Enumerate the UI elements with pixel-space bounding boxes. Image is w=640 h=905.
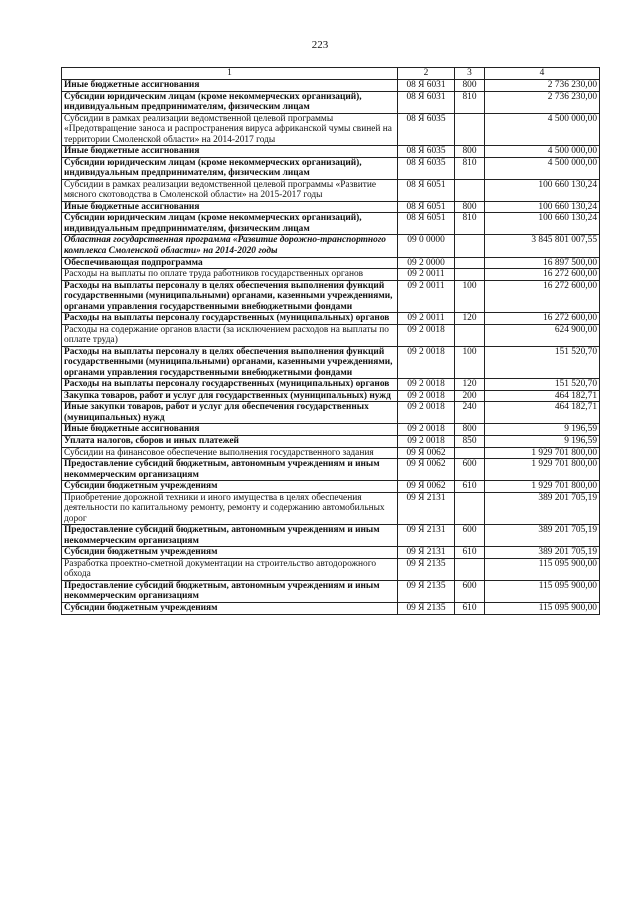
row-amount-cell: 115 095 900,00	[485, 602, 600, 614]
row-amount-cell: 464 182,71	[485, 390, 600, 402]
row-name-cell: Субсидии бюджетным учреждениям	[62, 481, 398, 493]
row-name-cell: Иные бюджетные ассигнования	[62, 80, 398, 92]
row-name-cell: Предоставление субсидий бюджетным, автономным учреждениям и иным некоммерческим организациям	[62, 459, 398, 481]
page-number: 223	[311, 39, 329, 51]
table-row	[62, 580, 600, 602]
row-type-cell	[455, 492, 485, 525]
table-row	[62, 402, 600, 424]
row-name-cell: Расходы на содержание органов власти (за исключением расходов на выплаты по оплате труда)	[62, 324, 398, 346]
header-col-1: 1	[62, 68, 398, 80]
row-code-cell: 08 Я 6051	[398, 213, 455, 235]
table-row	[62, 179, 600, 201]
row-type-cell	[455, 235, 485, 257]
row-amount-cell: 4 500 000,00	[485, 113, 600, 146]
row-amount-cell: 1 929 701 800,00	[485, 481, 600, 493]
row-type-cell: 100	[455, 346, 485, 379]
row-name-cell: Субсидии в рамках реализации ведомственной целевой программы «Развитие мясного скотоводства в Смоленской области» на 2015-2017 годы	[62, 179, 398, 201]
row-type-cell: 120	[455, 379, 485, 391]
row-amount-cell: 1 929 701 800,00	[485, 459, 600, 481]
row-amount-cell: 389 201 705,19	[485, 547, 600, 559]
row-type-cell: 850	[455, 436, 485, 448]
row-code-cell: 08 Я 6035	[398, 113, 455, 146]
row-name-cell: Субсидии на финансовое обеспечение выполнения государственного задания	[62, 447, 398, 459]
row-name-cell: Обеспечивающая подпрограмма	[62, 257, 398, 269]
row-amount-cell: 16 272 600,00	[485, 313, 600, 325]
table-row	[62, 436, 600, 448]
row-amount-cell: 100 660 130,24	[485, 201, 600, 213]
table-row	[62, 257, 600, 269]
row-code-cell: 08 Я 6035	[398, 157, 455, 179]
table-header-row	[62, 68, 600, 80]
row-name-cell: Расходы на выплаты персоналу в целях обеспечения выполнения функций государственными (муниципальными) органами, казенными учреждениями, органами управления государственными внебюджетными фондами	[62, 280, 398, 313]
row-amount-cell: 115 095 900,00	[485, 580, 600, 602]
row-code-cell: 08 Я 6051	[398, 179, 455, 201]
row-amount-cell: 4 500 000,00	[485, 157, 600, 179]
row-type-cell: 610	[455, 602, 485, 614]
row-type-cell: 810	[455, 91, 485, 113]
row-amount-cell: 100 660 130,24	[485, 213, 600, 235]
row-code-cell: 08 Я 6031	[398, 91, 455, 113]
row-amount-cell: 3 845 801 007,55	[485, 235, 600, 257]
row-amount-cell: 624 900,00	[485, 324, 600, 346]
table-row	[62, 313, 600, 325]
row-name-cell: Предоставление субсидий бюджетным, автономным учреждениям и иным некоммерческим организациям	[62, 525, 398, 547]
header-col-4: 4	[485, 68, 600, 80]
table-row	[62, 80, 600, 92]
row-name-cell: Иные бюджетные ассигнования	[62, 146, 398, 158]
row-code-cell: 09 2 0011	[398, 313, 455, 325]
table-row	[62, 346, 600, 379]
row-name-cell: Субсидии юридическим лицам (кроме некоммерческих организаций), индивидуальным предпринимателям, физическим лицам	[62, 213, 398, 235]
row-code-cell: 09 2 0018	[398, 379, 455, 391]
row-type-cell	[455, 257, 485, 269]
row-code-cell: 09 2 0018	[398, 390, 455, 402]
table-row	[62, 481, 600, 493]
row-amount-cell: 151 520,70	[485, 346, 600, 379]
row-amount-cell: 389 201 705,19	[485, 492, 600, 525]
row-type-cell: 100	[455, 280, 485, 313]
table-row	[62, 547, 600, 559]
row-name-cell: Иные бюджетные ассигнования	[62, 201, 398, 213]
row-code-cell: 09 2 0011	[398, 269, 455, 281]
row-name-cell: Расходы на выплаты персоналу государственных (муниципальных) органов	[62, 379, 398, 391]
table-row	[62, 424, 600, 436]
row-amount-cell: 2 736 230,00	[485, 91, 600, 113]
header-col-3: 3	[455, 68, 485, 80]
row-name-cell: Областная государственная программа «Развитие дорожно-транспортного комплекса Смоленской области» на 2014-2020 годы	[62, 235, 398, 257]
row-type-cell: 200	[455, 390, 485, 402]
table-row	[62, 459, 600, 481]
row-type-cell: 600	[455, 580, 485, 602]
row-type-cell	[455, 447, 485, 459]
table-row	[62, 201, 600, 213]
row-amount-cell: 9 196,59	[485, 424, 600, 436]
table-row	[62, 324, 600, 346]
table-body	[62, 80, 600, 615]
table-row	[62, 558, 600, 580]
row-type-cell: 240	[455, 402, 485, 424]
row-name-cell: Закупка товаров, работ и услуг для государственных (муниципальных) нужд	[62, 390, 398, 402]
row-name-cell: Субсидии в рамках реализации ведомственной целевой программы «Предотвращение заноса и распространения вируса африканской чумы свиней на территории Смоленской области» на 2014-2017 годы	[62, 113, 398, 146]
row-type-cell: 800	[455, 201, 485, 213]
row-amount-cell: 464 182,71	[485, 402, 600, 424]
row-code-cell: 08 Я 6035	[398, 146, 455, 158]
row-code-cell: 09 Я 2131	[398, 492, 455, 525]
row-type-cell	[455, 269, 485, 281]
row-code-cell: 09 2 0018	[398, 424, 455, 436]
row-amount-cell: 16 272 600,00	[485, 269, 600, 281]
row-type-cell: 120	[455, 313, 485, 325]
row-code-cell: 09 2 0011	[398, 280, 455, 313]
table-row	[62, 492, 600, 525]
row-amount-cell: 16 897 500,00	[485, 257, 600, 269]
row-type-cell	[455, 179, 485, 201]
row-amount-cell: 9 196,59	[485, 436, 600, 448]
row-name-cell: Иные бюджетные ассигнования	[62, 424, 398, 436]
row-type-cell: 610	[455, 481, 485, 493]
table-row	[62, 447, 600, 459]
table-row	[62, 91, 600, 113]
row-code-cell: 09 Я 2131	[398, 525, 455, 547]
row-code-cell: 08 Я 6031	[398, 80, 455, 92]
table-row	[62, 525, 600, 547]
table-row	[62, 390, 600, 402]
row-name-cell: Разработка проектно-сметной документации на строительство автодорожного обхода	[62, 558, 398, 580]
row-amount-cell: 151 520,70	[485, 379, 600, 391]
row-name-cell: Субсидии бюджетным учреждениям	[62, 547, 398, 559]
row-type-cell: 610	[455, 547, 485, 559]
row-code-cell: 09 2 0018	[398, 436, 455, 448]
row-name-cell: Субсидии бюджетным учреждениям	[62, 602, 398, 614]
row-code-cell: 09 2 0000	[398, 257, 455, 269]
row-type-cell: 800	[455, 424, 485, 436]
table-row	[62, 157, 600, 179]
table-row	[62, 113, 600, 146]
row-name-cell: Предоставление субсидий бюджетным, автономным учреждениям и иным некоммерческим организациям	[62, 580, 398, 602]
row-name-cell: Уплата налогов, сборов и иных платежей	[62, 436, 398, 448]
row-amount-cell: 4 500 000,00	[485, 146, 600, 158]
row-amount-cell: 1 929 701 800,00	[485, 447, 600, 459]
row-name-cell: Расходы на выплаты по оплате труда работников государственных органов	[62, 269, 398, 281]
row-code-cell: 09 0 0000	[398, 235, 455, 257]
row-name-cell: Иные закупки товаров, работ и услуг для обеспечения государственных (муниципальных) нужд	[62, 402, 398, 424]
row-code-cell: 09 Я 0062	[398, 447, 455, 459]
row-code-cell: 09 Я 2131	[398, 547, 455, 559]
row-type-cell: 600	[455, 525, 485, 547]
row-code-cell: 09 2 0018	[398, 324, 455, 346]
header-col-2: 2	[398, 68, 455, 80]
row-name-cell: Приобретение дорожной техники и иного имущества в целях обеспечения деятельности по капитальному ремонту, ремонту и содержанию автомобильных дорог	[62, 492, 398, 525]
row-name-cell: Расходы на выплаты персоналу государственных (муниципальных) органов	[62, 313, 398, 325]
row-code-cell: 09 2 0018	[398, 402, 455, 424]
row-code-cell: 08 Я 6051	[398, 201, 455, 213]
table-row	[62, 213, 600, 235]
row-code-cell: 09 2 0018	[398, 346, 455, 379]
table-row	[62, 379, 600, 391]
row-code-cell: 09 Я 0062	[398, 481, 455, 493]
row-type-cell: 800	[455, 80, 485, 92]
table-row	[62, 235, 600, 257]
row-name-cell: Расходы на выплаты персоналу в целях обеспечения выполнения функций государственными (муниципальными) органами, казенными учреждениями, органами управления государственными внебюджетными фондами	[62, 346, 398, 379]
row-type-cell	[455, 558, 485, 580]
row-amount-cell: 16 272 600,00	[485, 280, 600, 313]
row-type-cell: 800	[455, 146, 485, 158]
row-amount-cell: 389 201 705,19	[485, 525, 600, 547]
table-row	[62, 602, 600, 614]
row-code-cell: 09 Я 0062	[398, 459, 455, 481]
row-name-cell: Субсидии юридическим лицам (кроме некоммерческих организаций), индивидуальным предпринимателям, физическим лицам	[62, 157, 398, 179]
budget-table	[61, 67, 600, 615]
table-row	[62, 146, 600, 158]
row-name-cell: Субсидии юридическим лицам (кроме некоммерческих организаций), индивидуальным предпринимателям, физическим лицам	[62, 91, 398, 113]
row-type-cell: 810	[455, 157, 485, 179]
row-amount-cell: 2 736 230,00	[485, 80, 600, 92]
row-type-cell: 810	[455, 213, 485, 235]
row-amount-cell: 100 660 130,24	[485, 179, 600, 201]
table-row	[62, 269, 600, 281]
row-code-cell: 09 Я 2135	[398, 602, 455, 614]
row-type-cell: 600	[455, 459, 485, 481]
row-type-cell	[455, 113, 485, 146]
row-type-cell	[455, 324, 485, 346]
table-row	[62, 280, 600, 313]
row-code-cell: 09 Я 2135	[398, 580, 455, 602]
row-amount-cell: 115 095 900,00	[485, 558, 600, 580]
row-code-cell: 09 Я 2135	[398, 558, 455, 580]
